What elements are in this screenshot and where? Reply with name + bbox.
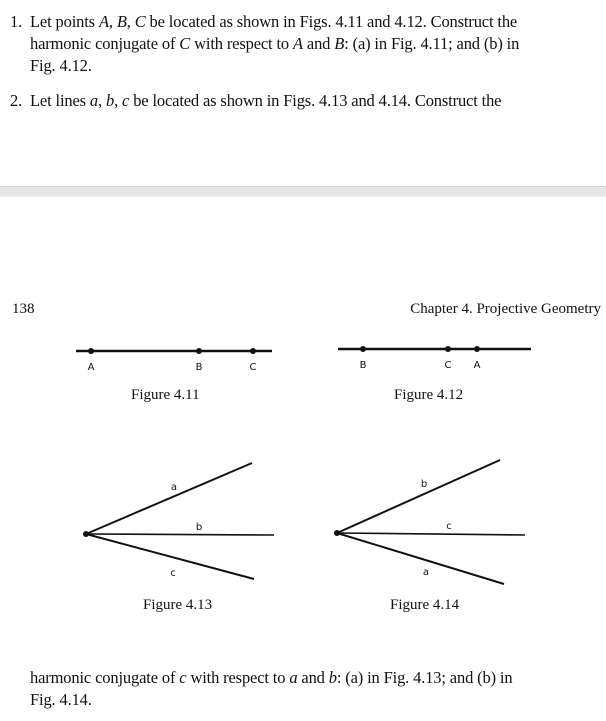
page-number: 138 xyxy=(12,301,35,317)
point-a xyxy=(474,346,480,352)
problem-1-number: 1. xyxy=(10,12,23,31)
point-b xyxy=(196,348,202,354)
label-b: b xyxy=(420,479,428,490)
page-break-divider xyxy=(0,186,606,197)
label-c: c xyxy=(170,568,176,579)
label-b: B xyxy=(359,360,367,371)
vertex-point xyxy=(334,530,340,536)
label-a: a xyxy=(422,567,430,578)
problem-2-number: 2. xyxy=(10,91,23,110)
figure-4-13 xyxy=(80,458,280,588)
line-b xyxy=(86,534,274,535)
chapter-title: Chapter 4. Projective Geometry xyxy=(410,301,601,317)
figure-4-11 xyxy=(70,338,285,378)
vertex-point xyxy=(83,531,89,537)
label-a: a xyxy=(170,482,178,493)
line-b xyxy=(337,460,500,533)
line-a xyxy=(337,533,504,584)
problem-1-line-3: Fig. 4.12. xyxy=(30,56,92,75)
caption-figure-4-14: Figure 4.14 xyxy=(390,597,460,613)
label-a: A xyxy=(473,360,481,371)
label-a: A xyxy=(87,362,95,373)
label-b: B xyxy=(195,362,203,373)
label-c: c xyxy=(446,521,452,532)
label-c: C xyxy=(444,360,452,371)
point-c xyxy=(445,346,451,352)
figure-4-14 xyxy=(332,455,532,585)
continuation-line-2: Fig. 4.14. xyxy=(30,690,92,709)
problem-1-line-2: harmonic conjugate of C with respect to A and B: (a) in Fig. 4.11; and (b) in xyxy=(30,34,520,53)
figure-4-12 xyxy=(333,338,538,378)
caption-figure-4-12: Figure 4.12 xyxy=(394,387,464,403)
line-a xyxy=(86,463,252,534)
caption-figure-4-11: Figure 4.11 xyxy=(131,387,200,403)
caption-figure-4-13: Figure 4.13 xyxy=(143,597,213,613)
problem-2-line-1: Let lines a, b, c be located as shown in Figs. 4.13 and 4.14. Construct the xyxy=(30,91,502,110)
line-c xyxy=(337,533,525,535)
continuation-line-1: harmonic conjugate of c with respect to a and b: (a) in Fig. 4.13; and (b) in xyxy=(30,668,513,687)
problem-1-line-1: Let points A, B, C be located as shown in Figs. 4.11 and 4.12. Construct the xyxy=(30,12,518,31)
label-c: C xyxy=(249,362,257,373)
label-b: b xyxy=(195,522,203,533)
point-a xyxy=(88,348,94,354)
point-c xyxy=(250,348,256,354)
point-b xyxy=(360,346,366,352)
